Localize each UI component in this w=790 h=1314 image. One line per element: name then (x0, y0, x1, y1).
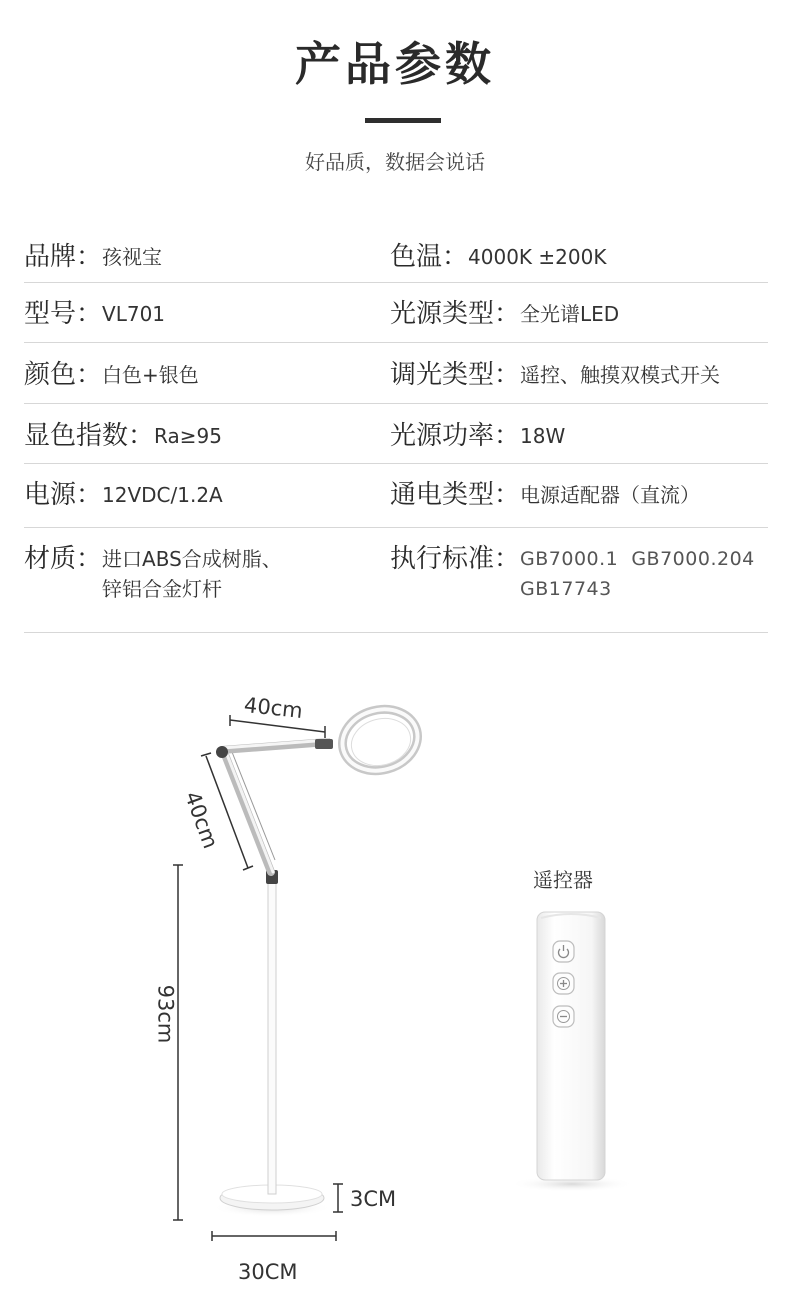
spec-value: 12VDC/1.2A (102, 483, 223, 507)
spec-value (520, 544, 755, 604)
spec-row (24, 464, 768, 528)
spec-row (24, 283, 768, 343)
spec-label: 颜色： (24, 360, 103, 390)
lamp-lower-arm (224, 752, 275, 872)
spec-label: 材质： (24, 544, 103, 574)
dim-base-width-line (212, 1231, 336, 1241)
spec-row (24, 528, 768, 633)
spec-value: 电源适配器（直流） (520, 483, 701, 507)
dim-base-height-line (333, 1184, 343, 1212)
dim-base-height-label: 3CM (350, 1187, 397, 1211)
dim-arm-top-label: 40cm (242, 692, 304, 724)
spec-value: 遥控、触摸双模式开关 (520, 363, 721, 387)
spec-table (24, 226, 768, 633)
spec-value: 孩视宝 (102, 245, 163, 269)
spec-label: 光源类型： (390, 299, 521, 329)
spec-value: Ra≥95 (154, 424, 222, 448)
plus-icon (553, 973, 574, 994)
dim-pole-label: 93cm (153, 984, 178, 1044)
dim-arm-lower-label: 40cm (180, 788, 223, 852)
spec-label: 品牌： (24, 242, 103, 272)
remote-label: 遥控器 (533, 868, 593, 892)
spec-value: 全光谱LED (520, 302, 620, 326)
page-subtitle: 好品质，数据会说话 (305, 150, 485, 174)
dim-base-width-label: 30CM (238, 1260, 298, 1284)
page-title: 产品参数 (295, 37, 495, 91)
spec-value-line: GB17743 (520, 578, 612, 600)
minus-icon (553, 1006, 574, 1027)
spec-label: 显色指数： (24, 421, 155, 451)
spec-value: VL701 (102, 302, 166, 326)
spec-value-line: 进口ABS合成树脂、 (102, 547, 282, 571)
lamp-ring-head (336, 701, 425, 779)
spec-value (102, 544, 282, 604)
spec-row (24, 226, 768, 283)
spec-label: 光源功率： (390, 421, 521, 451)
spec-label: 通电类型： (390, 480, 521, 510)
spec-row (24, 404, 768, 464)
product-diagram (0, 660, 790, 1314)
spec-value: 18W (520, 424, 566, 448)
spec-value: 4000K ±200K (468, 245, 607, 269)
spec-label: 电源： (24, 480, 103, 510)
spec-row (24, 343, 768, 404)
lamp-pole (266, 870, 278, 1194)
title-underline (365, 118, 441, 123)
spec-value: 白色+银色 (102, 363, 199, 387)
remote-control (510, 912, 634, 1192)
spec-label: 执行标准： (390, 544, 521, 574)
spec-value-line: 锌铝合金灯杆 (102, 577, 223, 601)
spec-label: 型号： (24, 299, 103, 329)
spec-value-line: GB7000.1 GB7000.204 (520, 548, 755, 570)
spec-label: 调光类型： (390, 360, 521, 390)
spec-label: 色温： (390, 242, 469, 272)
power-icon (553, 941, 574, 962)
